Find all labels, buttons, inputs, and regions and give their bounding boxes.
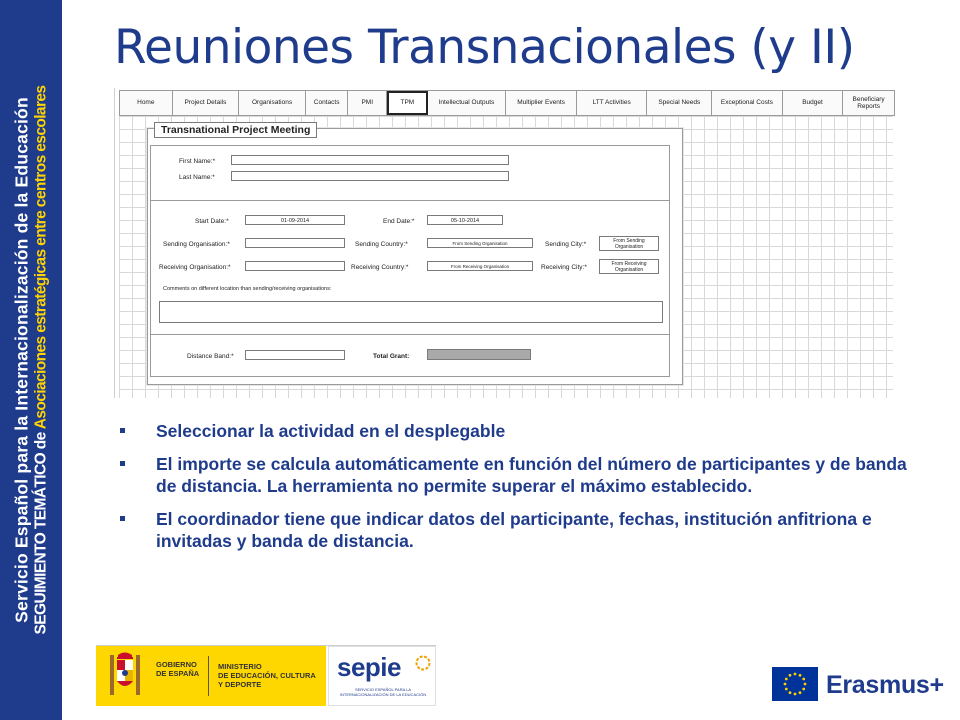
distance-band-select[interactable]	[245, 350, 345, 360]
eu-flag-icon	[772, 667, 818, 701]
sending-city-label: Sending City:*	[545, 241, 587, 248]
sepie-subtitle: SERVICIO ESPAÑOL PARA LA INTERNACIONALIZACIÓN DE LA EDUCACIÓN	[339, 687, 427, 697]
gobierno-text: GOBIERNO DE ESPAÑA	[156, 660, 200, 678]
banner-line-highlight: Asociaciones estratégicas entre centros escolares	[32, 85, 50, 430]
panel-title: Transnational Project Meeting	[154, 122, 317, 138]
banner-text	[12, 0, 51, 720]
total-grant-label: Total Grant:	[373, 353, 410, 360]
section-divider	[151, 200, 669, 201]
end-date-label: End Date:*	[383, 218, 415, 225]
receiving-org-label: Receiving Organisation:*	[159, 264, 231, 271]
tpm-form-screenshot	[114, 88, 895, 398]
start-date-label: Start Date:*	[195, 218, 229, 225]
tab-intellectual-outputs[interactable]: Intellectual Outputs	[428, 91, 507, 115]
left-banner	[0, 0, 62, 720]
tab-ltt-activities[interactable]: LTT Activities	[577, 91, 648, 115]
receiving-country-label: Receiving Country:*	[351, 264, 409, 271]
sending-country-select[interactable]: From Sending Organisation	[427, 238, 533, 248]
sepie-wordmark: sepie	[337, 652, 401, 682]
gobierno-logo	[96, 646, 326, 706]
start-date-input[interactable]: 01-09-2014	[245, 215, 345, 225]
sending-org-label: Sending Organisation:*	[163, 241, 230, 248]
first-name-input[interactable]	[231, 155, 509, 165]
bullet-item: Seleccionar la actividad en el desplegable	[116, 420, 926, 442]
erasmus-plus-logo: Erasmus+	[826, 671, 944, 699]
banner-line-prefix: SEGUIMIENTO TEMÁTICO de	[32, 429, 50, 635]
coat-of-arms-icon	[106, 651, 144, 701]
form-body	[150, 145, 670, 377]
receiving-country-select[interactable]: From Receiving Organisation	[427, 261, 533, 271]
tab-multiplier-events[interactable]: Multiplier Events	[506, 91, 577, 115]
end-date-input[interactable]: 05-10-2014	[427, 215, 503, 225]
slide-title: Reuniones Transnacionales (y II)	[114, 20, 855, 75]
sending-org-input[interactable]	[245, 238, 345, 248]
tab-tpm[interactable]: TPM	[387, 91, 428, 115]
tab-special-needs[interactable]: Special Needs	[647, 91, 712, 115]
banner-line-sepie: Servicio Español para la Internacionalización de la Educación	[11, 97, 32, 623]
receiving-city-select[interactable]: From Receiving Organisation	[599, 259, 659, 274]
comments-textarea[interactable]	[159, 301, 663, 323]
tab-project-details[interactable]: Project Details	[173, 91, 240, 115]
ministerio-text: MINISTERIO DE EDUCACIÓN, CULTURA Y DEPORTE	[218, 662, 316, 689]
sepie-circle-icon	[415, 655, 431, 671]
tpm-panel	[147, 124, 683, 385]
receiving-org-input[interactable]	[245, 261, 345, 271]
last-name-input[interactable]	[231, 171, 509, 181]
tab-beneficiary-reports[interactable]: Beneficiary Reports	[852, 95, 885, 110]
total-grant-field	[427, 349, 531, 360]
receiving-city-label: Receiving City:*	[541, 264, 587, 271]
bullet-item: El importe se calcula automáticamente en función del número de participantes y de banda de distancia. La herramienta no permite superar el máximo establecido.	[116, 453, 926, 497]
bullet-list	[116, 420, 926, 563]
tab-home[interactable]: Home	[120, 91, 173, 115]
sepie-logo	[328, 646, 436, 706]
banner-line-seguimiento	[32, 0, 51, 720]
first-name-label: First Name:*	[179, 158, 216, 165]
tab-pmi[interactable]: PMI	[348, 91, 387, 115]
sending-country-label: Sending Country:*	[355, 241, 408, 248]
grid-background	[119, 116, 893, 398]
tab-organisations[interactable]: Organisations	[239, 91, 306, 115]
bottom-divider	[151, 334, 669, 335]
tab-navbar	[119, 90, 895, 116]
last-name-label: Last Name:*	[179, 174, 215, 181]
tab-exceptional-costs[interactable]: Exceptional Costs	[712, 91, 783, 115]
tab-budget[interactable]: Budget	[783, 91, 844, 115]
logo-divider	[208, 656, 209, 696]
distance-band-label: Distance Band:*	[187, 353, 234, 360]
bullet-item: El coordinador tiene que indicar datos del participante, fechas, institución anfitriona e invitadas y banda de distancia.	[116, 508, 926, 552]
tab-contacts[interactable]: Contacts	[306, 91, 349, 115]
comments-label: Comments on different location than sending/receiving organisations:	[163, 286, 332, 292]
sending-city-select[interactable]: From Sending Organisation	[599, 236, 659, 251]
